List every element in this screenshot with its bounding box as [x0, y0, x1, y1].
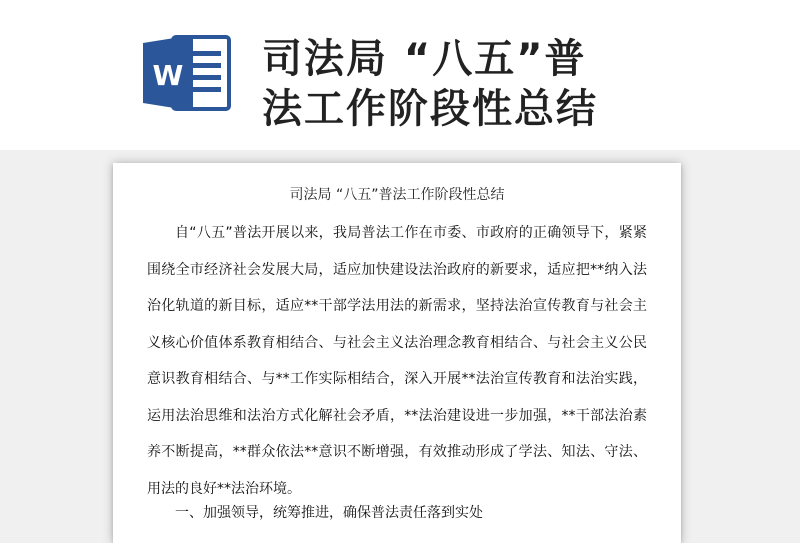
- word-icon-letter: W: [152, 59, 184, 92]
- word-document-icon: [143, 33, 233, 113]
- banner-title: [262, 34, 682, 134]
- document-paragraph: 自“八五”普法开展以来，我局普法工作在市委、市政府的正确领导下，紧紧围绕全市经济社会发展大局，适应加快建设法治政府的新要求，适应把**纳入法治化轨道的新目标，适应**干部学法用法的新需求，坚持法治宣传教育与社会主义核心价值体系教育相结合、与社会主义法治理念教育相结合、与社会主义公民意识教育相结合、与**工作实际相结合，深入开展**法治宣传教育和法治实践，运用法治思维和法治方式化解社会矛盾，**法治建设进一步加强，**干部法治素养不断提高，**群众依法**意识不断增强，有效推动形成了学法、知法、守法、用法的良好**法治环境。: [147, 225, 647, 497]
- banner-title-line-1: 司法局 “八五”普: [262, 36, 587, 82]
- document-title: 司法局 “八五”普法工作阶段性总结: [289, 187, 505, 203]
- banner-title-line-2: 法工作阶段性总结: [262, 86, 598, 132]
- section-heading: 一、加强领导，统筹推进，确保普法责任落到实处: [175, 505, 483, 521]
- document-page: [113, 163, 681, 543]
- header-banner: [0, 0, 800, 150]
